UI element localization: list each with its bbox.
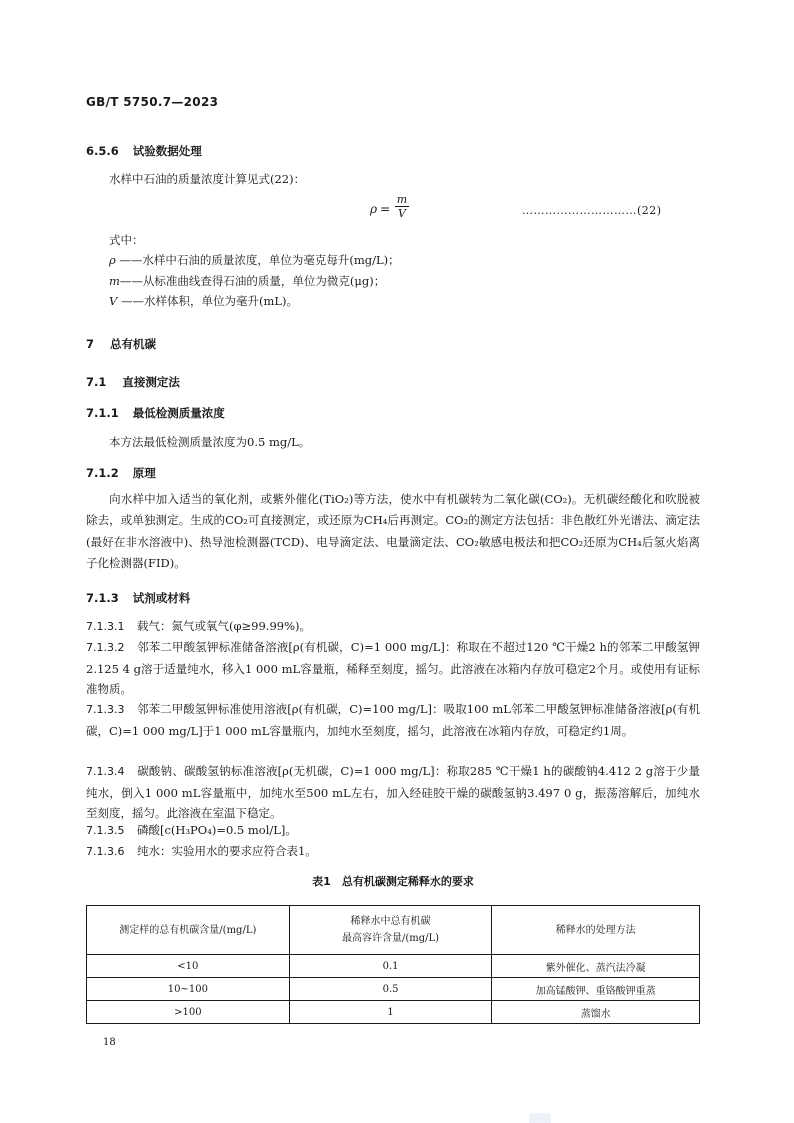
standard-number: GB/T 5750.7—2023: [86, 95, 219, 109]
where-text: ——从标准曲线查得石油的质量，单位为微克(μg)；: [119, 274, 386, 288]
header-line: 稀释水中总有机碳: [350, 916, 431, 927]
section-number: 7.1.1: [86, 406, 119, 420]
table-cell: 蒸馏水: [492, 1001, 700, 1024]
table-cell: <10: [87, 955, 290, 978]
section-heading-7-1: [86, 374, 180, 390]
section-number: 7.1.2: [86, 466, 119, 480]
table-header-cell: [289, 906, 492, 955]
table-row: [87, 955, 700, 978]
page-number: 18: [103, 1037, 116, 1048]
reagent-item: [86, 637, 700, 700]
where-item: [109, 291, 298, 312]
section-heading-7-1-3: [86, 590, 190, 606]
section-title: 最低检测质量浓度: [132, 406, 225, 420]
equation-number: …………………………(22): [522, 204, 662, 217]
reagent-number: 7.1.3.5: [86, 824, 125, 837]
table-cell: 0.1: [289, 955, 492, 978]
table-cell: 紫外催化、蒸汽法冷凝: [492, 955, 700, 978]
reagent-number: 7.1.3.1: [86, 620, 125, 633]
reagent-item: [86, 841, 700, 863]
where-label: 式中：: [109, 233, 144, 247]
paragraph-principle: [86, 489, 700, 575]
reagent-item: [86, 699, 700, 741]
table-row: [87, 1001, 700, 1024]
formula-lhs: [370, 202, 390, 216]
section-title: 试剂或材料: [132, 591, 191, 605]
formula-intro: 水样中石油的质量浓度计算见式(22)：: [109, 172, 306, 186]
dilution-water-table: [86, 905, 700, 1024]
header-line: 最高容许含量/(mg/L): [341, 933, 440, 944]
table-header-cell: 测定样的总有机碳含量/(mg/L): [87, 906, 290, 955]
section-number: 7.1.3: [86, 591, 119, 605]
formula-denominator: V: [398, 207, 406, 220]
reagent-item: [86, 616, 700, 638]
principle-text: 向水样中加入适当的氧化剂，或紫外催化(TiO₂)等方法，使水中有机碳转为二氧化碳(CO₂)。无机碳经酸化和吹脱被除去，或单独测定。生成的CO₂可直接测定，或还原为CH₄后再测定。CO₂的测定方法包括：非色散红外光谱法、滴定法(最好在非水溶液中)、热导池检测器(TCD)、电导滴定法、电量滴定法、CO₂敏感电极法和把CO₂还原为CH₄后氢火焰离子化检测器(FID)。: [86, 492, 700, 571]
reagent-number: 7.1.3.6: [86, 845, 125, 858]
table-cell: 10~100: [87, 978, 290, 1001]
section-number: 6.5.6: [86, 144, 119, 158]
where-text: ——水样中石油的质量浓度，单位为毫克每升(mg/L)；: [115, 253, 400, 267]
formula-numerator: m: [396, 193, 408, 206]
table-caption: 表1 总有机碳测定稀释水的要求: [312, 875, 474, 888]
formula-fraction: [395, 194, 409, 220]
where-item: [109, 250, 400, 271]
where-symbol: ρ: [109, 253, 116, 267]
where-symbol: V: [109, 294, 118, 308]
reagent-text: 邻苯二甲酸氢钾标准储备溶液[ρ(有机碳，C)=1 000 mg/L]：称取在不超过120 ℃干燥2 h的邻苯二甲酸氢钾2.125 4 g溶于适量纯水，移入1 000 mL容量瓶，稀释至刻度，摇匀。此溶液在冰箱内存放可稳定2个月。或使用有证标准物质。: [86, 640, 700, 697]
scan-artifact: [529, 1113, 551, 1123]
table-row: [87, 978, 700, 1001]
section-title: 原理: [132, 466, 156, 480]
reagent-text: 磷酸[c(H₃PO₄)=0.5 mol/L]。: [137, 823, 297, 837]
table-cell: 0.5: [289, 978, 492, 1001]
reagent-number: 7.1.3.2: [86, 641, 125, 654]
section-title: 直接测定法: [122, 375, 180, 389]
section-number: 7.1: [86, 375, 107, 389]
reagent-number: 7.1.3.4: [86, 765, 125, 778]
reagent-text: 邻苯二甲酸氢钾标准使用溶液[ρ(有机碳，C)=100 mg/L]：吸取100 mL邻苯二甲酸氢钾标准储备溶液[ρ(有机碳，C)=1 000 mg/L]于1 000 mL容量瓶内，加纯水至刻度，摇匀，此溶液在冰箱内存放，可稳定约1周。: [86, 702, 700, 738]
formula-rho: ρ: [370, 202, 378, 216]
table-cell: 加高锰酸钾、重铬酸钾重蒸: [492, 978, 700, 1001]
where-symbol: m: [109, 274, 120, 288]
section-title: 总有机碳: [110, 337, 157, 351]
section-heading-7: [86, 336, 156, 352]
section-title: 试验数据处理: [132, 144, 202, 158]
reagent-item: [86, 761, 700, 824]
where-item: [109, 271, 385, 292]
formula-equals: =: [380, 202, 391, 216]
section-heading-6-5-6: [86, 143, 202, 159]
reagent-number: 7.1.3.3: [86, 703, 125, 716]
paragraph-min-concentration: 本方法最低检测质量浓度为0.5 mg/L。: [109, 435, 311, 449]
reagent-text: 载气：氮气或氧气(φ≥99.99%)。: [137, 619, 312, 633]
section-heading-7-1-1: [86, 405, 225, 421]
table-cell: >100: [87, 1001, 290, 1024]
table-cell: 1: [289, 1001, 492, 1024]
reagent-text: 纯水：实验用水的要求应符合表1。: [137, 844, 317, 858]
table-header-row: [87, 906, 700, 955]
section-heading-7-1-2: [86, 465, 156, 481]
reagent-item: [86, 820, 700, 842]
reagent-text: 碳酸钠、碳酸氢钠标准溶液[ρ(无机碳，C)=1 000 mg/L]：称取285 ℃干燥1 h的碳酸钠4.412 2 g溶于少量纯水，倒入1 000 mL容量瓶中，加纯水至500 mL左右，加入经硅胶干燥的碳酸氢钠3.497 0 g，振荡溶解后，加纯水至刻度，摇匀。此溶液在室温下稳定。: [86, 764, 700, 821]
table-header-cell: 稀释水的处理方法: [492, 906, 700, 955]
section-number: 7: [86, 337, 95, 351]
where-text: ——水样体积，单位为毫升(mL)。: [117, 294, 298, 308]
